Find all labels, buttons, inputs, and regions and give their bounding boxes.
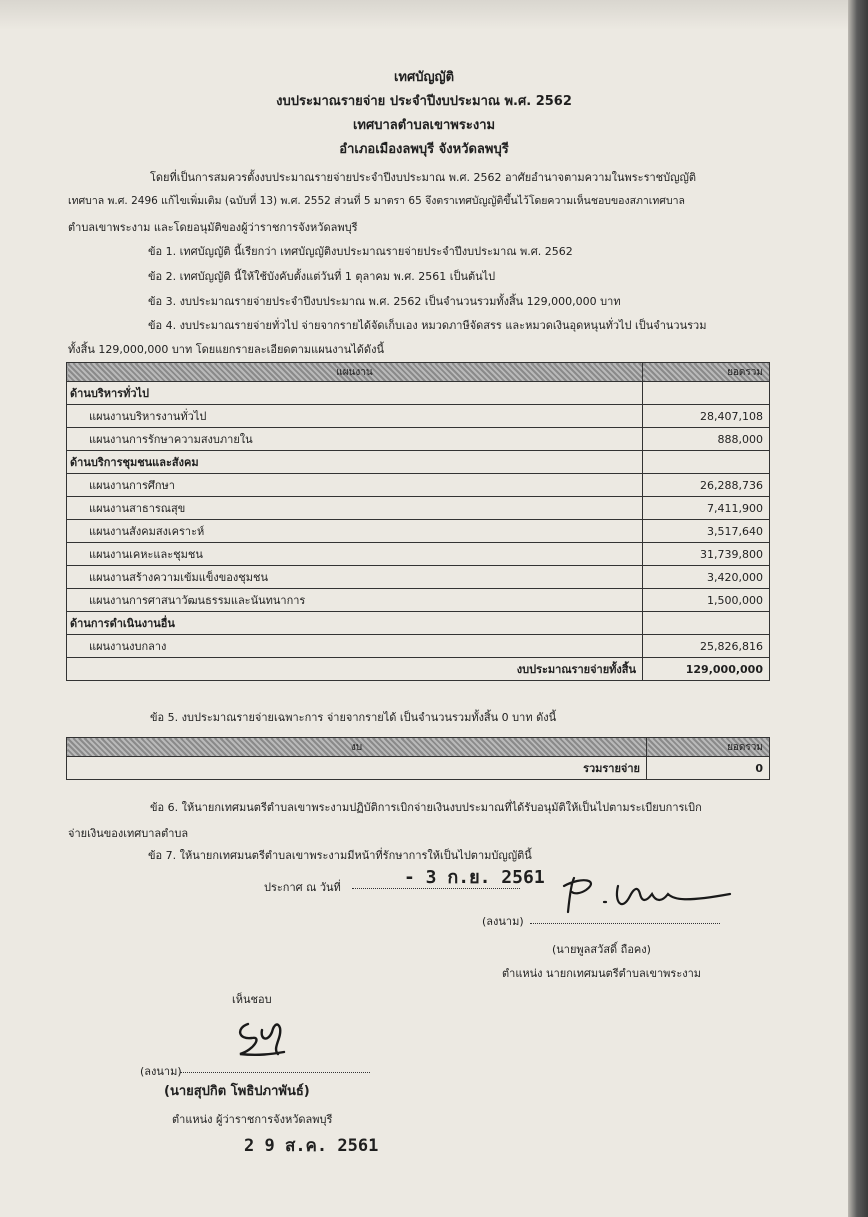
row-amount: 28,407,108: [643, 405, 770, 428]
row-amount: [643, 612, 770, 635]
table-header-row: [67, 363, 770, 382]
page-shadow: [0, 0, 848, 30]
total-amount: 129,000,000: [643, 658, 770, 681]
mayor-name: (นายพูลสวัสดิ์ ถือคง): [552, 943, 651, 956]
row-label: แผนงานการศาสนาวัฒนธรรมและนันทนาการ: [67, 589, 643, 612]
table-row: [67, 520, 770, 543]
table-header-row: [67, 738, 770, 757]
clause-3: ข้อ 3. งบประมาณรายจ่ายประจำปีงบประมาณ พ.ศ. 2562 เป็นจำนวนรวมทั้งสิ้น 129,000,000 บาท: [148, 295, 621, 308]
clause-2: ข้อ 2. เทศบัญญัติ นี้ให้ใช้บังคับตั้งแต่วันที่ 1 ตุลาคม พ.ศ. 2561 เป็นต้นไป: [148, 270, 496, 283]
row-label: แผนงานสังคมสงเคราะห์: [67, 520, 643, 543]
doc-title: เทศบัญญัติ: [393, 70, 455, 85]
background-edge: [848, 0, 868, 1217]
total-row: [67, 757, 770, 780]
row-amount: 31,739,800: [643, 543, 770, 566]
announce-label: ประกาศ ณ วันที่: [264, 881, 341, 894]
row-amount: 3,420,000: [643, 566, 770, 589]
row-label: แผนงานงบกลาง: [67, 635, 643, 658]
total-label: รวมรายจ่าย: [67, 757, 647, 780]
clause-6-line-1: ข้อ 6. ให้นายกเทศมนตรีตำบลเขาพระงามปฏิบัติการเบิกจ่ายเงินงบประมาณที่ได้รับอนุมัติให้เป็นไปตามระเบียบการเบิก: [150, 801, 702, 814]
clause-6-line-2: จ่ายเงินของเทศบาลตำบล: [68, 827, 189, 840]
mayor-signature: [556, 872, 746, 922]
governor-date: 2 9 ส.ค. 2561: [244, 1136, 379, 1156]
special-budget-table: [66, 737, 770, 780]
row-label: ด้านบริหารทั่วไป: [67, 382, 643, 405]
table-row: [67, 474, 770, 497]
governor-signature: [228, 1014, 298, 1060]
total-row: [67, 658, 770, 681]
governor-position: ตำแหน่ง ผู้ว่าราชการจังหวัดลพบุรี: [172, 1113, 333, 1126]
mayor-position: ตำแหน่ง นายกเทศมนตรีตำบลเขาพระงาม: [502, 967, 702, 980]
general-budget-table: [66, 362, 770, 681]
preamble-line-1: โดยที่เป็นการสมควรตั้งงบประมาณรายจ่ายประจำปีงบประมาณ พ.ศ. 2562 อาศัยอำนาจตามความในพระราชบัญญัติ: [150, 171, 697, 184]
table-row: [67, 497, 770, 520]
table-row: [67, 566, 770, 589]
row-label: แผนงานสร้างความเข้มแข็งของชุมชน: [67, 566, 643, 589]
row-amount: 7,411,900: [643, 497, 770, 520]
table-row: [67, 428, 770, 451]
row-amount: 1,500,000: [643, 589, 770, 612]
row-amount: 26,288,736: [643, 474, 770, 497]
doc-subtitle: งบประมาณรายจ่าย ประจำปีงบประมาณ พ.ศ. 2562: [276, 94, 572, 109]
announce-date: - 3 ก.ย. 2561: [404, 867, 545, 888]
table-row: [67, 543, 770, 566]
row-amount: 3,517,640: [643, 520, 770, 543]
doc-organization: เทศบาลตำบลเขาพระงาม: [352, 118, 496, 133]
row-label: ด้านการดำเนินงานอื่น: [67, 612, 643, 635]
approval-label: เห็นชอบ: [232, 993, 272, 1006]
total-label: งบประมาณรายจ่ายทั้งสิ้น: [67, 658, 643, 681]
row-amount: 25,826,816: [643, 635, 770, 658]
clause-4-line-1: ข้อ 4. งบประมาณรายจ่ายทั่วไป จ่ายจากรายได้จัดเก็บเอง หมวดภาษีจัดสรร และหมวดเงินอุดหนุนทั่วไป เป็นจำนวนรวม: [148, 319, 707, 332]
section-row: [67, 612, 770, 635]
mayor-sign-line: [530, 923, 720, 924]
row-label: แผนงานสาธารณสุข: [67, 497, 643, 520]
column-header-amount: ยอดรวม: [643, 363, 770, 382]
table-row: [67, 405, 770, 428]
governor-sign-label: (ลงนาม): [140, 1065, 182, 1078]
mayor-sign-label: (ลงนาม): [482, 915, 524, 928]
column-header-item: งบ: [67, 738, 647, 757]
clause-7: ข้อ 7. ให้นายกเทศมนตรีตำบลเขาพระงามมีหน้าที่รักษาการให้เป็นไปตามบัญญัตินี้: [148, 849, 532, 862]
preamble-line-3: ตำบลเขาพระงาม และโดยอนุมัติของผู้ว่าราชการจังหวัดลพบุรี: [68, 221, 358, 234]
governor-name: (นายสุปกิต โพธิปภาพันธ์): [164, 1084, 310, 1099]
governor-sign-line: [180, 1072, 370, 1073]
table-row: [67, 635, 770, 658]
row-label: แผนงานการรักษาความสงบภายใน: [67, 428, 643, 451]
row-label: ด้านบริการชุมชนและสังคม: [67, 451, 643, 474]
column-header-amount: ยอดรวม: [647, 738, 770, 757]
doc-location: อำเภอเมืองลพบุรี จังหวัดลพบุรี: [339, 142, 509, 157]
row-label: แผนงานเคหะและชุมชน: [67, 543, 643, 566]
row-label: แผนงานบริหารงานทั่วไป: [67, 405, 643, 428]
row-label: แผนงานการศึกษา: [67, 474, 643, 497]
clause-1: ข้อ 1. เทศบัญญัติ นี้เรียกว่า เทศบัญญัติงบประมาณรายจ่ายประจำปีงบประมาณ พ.ศ. 2562: [148, 245, 573, 258]
row-amount: 888,000: [643, 428, 770, 451]
section-row: [67, 451, 770, 474]
column-header-plan: แผนงาน: [67, 363, 643, 382]
row-amount: [643, 382, 770, 405]
row-amount: [643, 451, 770, 474]
clause-5: ข้อ 5. งบประมาณรายจ่ายเฉพาะการ จ่ายจากรายได้ เป็นจำนวนรวมทั้งสิ้น 0 บาท ดังนี้: [150, 711, 557, 724]
clause-4-line-2: ทั้งสิ้น 129,000,000 บาท โดยแยกรายละเอียดตามแผนงานได้ดังนี้: [68, 343, 384, 356]
table-row: [67, 589, 770, 612]
preamble-line-2: เทศบาล พ.ศ. 2496 แก้ไขเพิ่มเติม (ฉบับที่ 13) พ.ศ. 2552 ส่วนที่ 5 มาตรา 65 จึงตราเทศบัญญัติขึ้นไว้โดยความเห็นชอบของสภาเทศบาล: [68, 195, 685, 207]
total-amount: 0: [647, 757, 770, 780]
section-row: [67, 382, 770, 405]
